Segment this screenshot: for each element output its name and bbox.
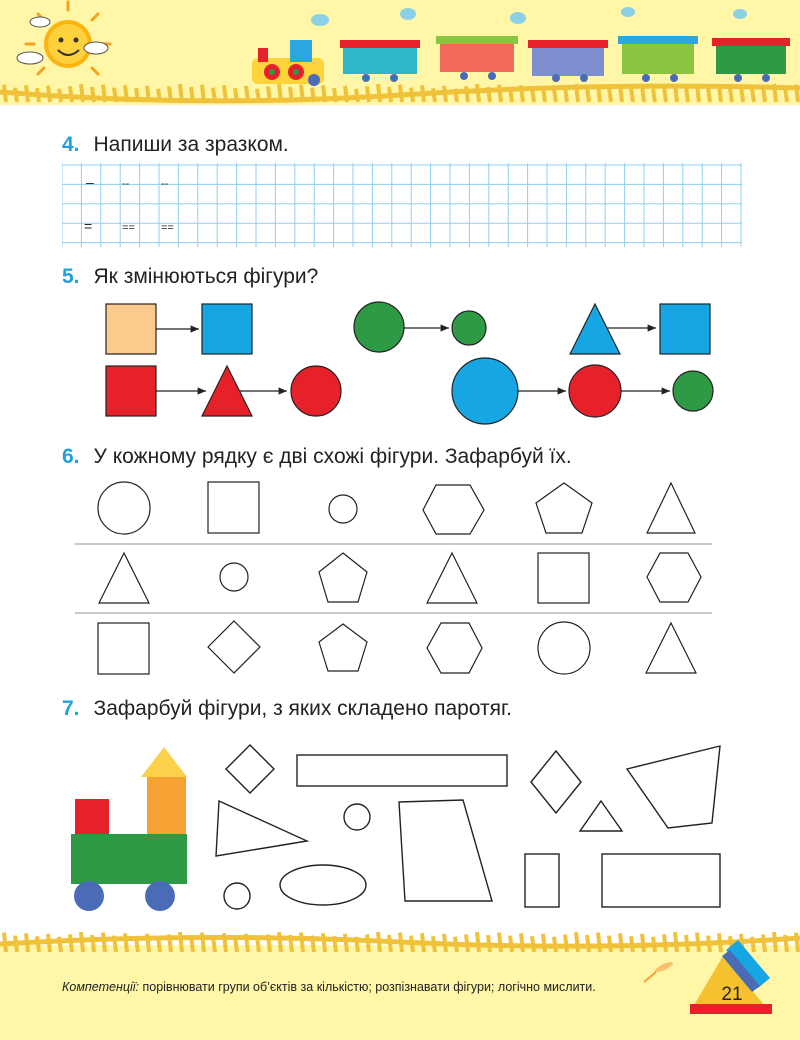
train-shapes [0, 735, 800, 920]
hexagon-shape[interactable] [427, 623, 482, 673]
wagon-icon [618, 36, 698, 82]
similar-shapes-rows [0, 475, 800, 685]
diamond-shape[interactable] [208, 621, 260, 673]
oval-outline[interactable] [280, 865, 366, 905]
competencies-note [62, 979, 602, 996]
sample-sign: == [122, 222, 135, 234]
small-circle-outline[interactable] [344, 804, 370, 830]
small-triangle-outline[interactable] [580, 801, 622, 831]
sample-sign: – [86, 174, 94, 190]
blue-triangle [570, 304, 620, 354]
triangle-shape[interactable] [647, 483, 695, 533]
competencies-label: Компетенції: [62, 980, 139, 994]
triangle-shape[interactable] [427, 553, 477, 603]
competencies-text: порівнювати групи об’єктів за кількістю; розпізнавати фігури; логічно мислити. [139, 980, 596, 994]
task-text: Зафарбуй фігури, з яких складено паротяг. [93, 697, 512, 720]
pentagon-shape[interactable] [319, 624, 367, 671]
dragonfly-icon [644, 960, 674, 982]
shape-transform-sequences [0, 290, 800, 430]
peach-square [106, 304, 156, 354]
square-outline[interactable] [226, 745, 274, 793]
hexagon-shape[interactable] [423, 485, 484, 534]
long-rectangle-outline[interactable] [297, 755, 507, 786]
task-number: 7. [62, 697, 80, 720]
wagon-icon [528, 40, 608, 82]
small-circle-outline[interactable] [224, 883, 250, 909]
quadrilateral-outline[interactable] [627, 746, 720, 828]
blue-square [660, 304, 710, 354]
sample-sign: -- [122, 178, 130, 190]
circle-shape[interactable] [98, 482, 150, 534]
diamond-outline[interactable] [531, 751, 581, 813]
task-text: Як змінюються фігури? [93, 265, 319, 288]
triangle-outline[interactable] [216, 801, 307, 856]
green-circle-large [354, 302, 404, 352]
header-decoration [0, 0, 800, 130]
circle-shape[interactable] [329, 495, 357, 523]
triangle-shape[interactable] [646, 623, 696, 673]
wagon-icon [436, 36, 518, 80]
sun-icon [26, 2, 110, 74]
trapezoid-outline[interactable] [399, 800, 492, 901]
task-4-heading [62, 133, 289, 157]
square-shape[interactable] [98, 623, 149, 674]
red-circle [569, 365, 621, 417]
fence-top [0, 84, 800, 102]
hexagon-shape[interactable] [647, 553, 701, 602]
sample-sign: == [161, 222, 174, 234]
red-circle [291, 366, 341, 416]
sample-sign: -- [161, 178, 169, 190]
red-square [106, 366, 156, 416]
green-circle [673, 371, 713, 411]
circle-shape[interactable] [538, 622, 590, 674]
wagon-icon [712, 38, 790, 82]
page-number: 21 [721, 984, 743, 1005]
task-5-heading [62, 265, 318, 289]
blue-square [202, 304, 252, 354]
tall-rectangle-outline[interactable] [525, 854, 559, 907]
cloud-puffs [311, 7, 747, 26]
task-number: 4. [62, 133, 80, 156]
sample-train [71, 747, 187, 911]
locomotive-icon [252, 40, 324, 86]
square-shape[interactable] [538, 553, 589, 603]
green-circle-small [452, 311, 486, 345]
pentagon-shape[interactable] [319, 553, 367, 602]
task-text: Напиши за зразком. [93, 133, 289, 156]
task-text: У кожному рядку є дві схожі фігури. Зафарбуй їх. [93, 445, 572, 468]
task-number: 5. [62, 265, 80, 288]
writing-grid [62, 163, 742, 247]
rectangle-outline[interactable] [602, 854, 720, 907]
triangle-shape[interactable] [99, 553, 149, 603]
pentagon-shape[interactable] [536, 483, 592, 533]
blue-circle [452, 358, 518, 424]
square-shape[interactable] [208, 482, 259, 533]
task-7-heading [62, 697, 512, 721]
sample-sign: = [84, 218, 93, 234]
wagon-icon [340, 40, 420, 82]
circle-shape[interactable] [220, 563, 248, 591]
task-number: 6. [62, 445, 80, 468]
task-6-heading [62, 445, 572, 469]
